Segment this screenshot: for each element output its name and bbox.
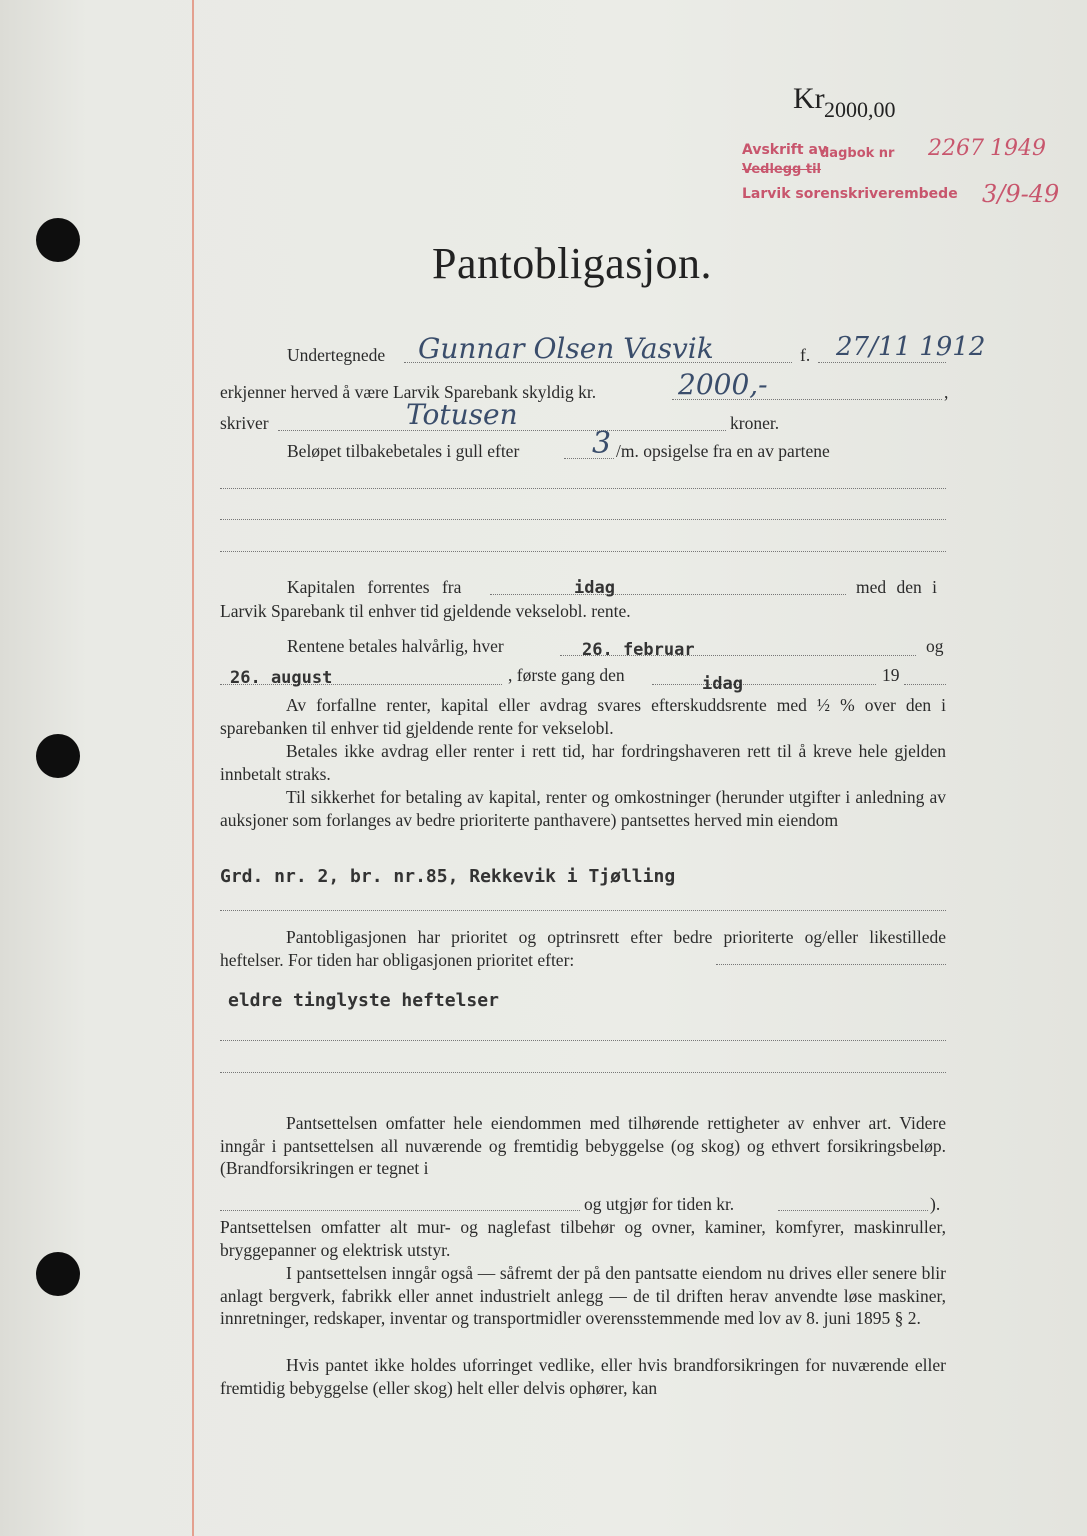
insurance-close: ).: [930, 1194, 941, 1214]
year-dotted-line: [904, 684, 946, 685]
clause-acceleration: [220, 740, 946, 785]
repayment-text: Beløpet tilbakebetales i gull efter: [287, 441, 520, 461]
first-time-dotted-line: [652, 684, 876, 685]
debt-amount: 2000,-: [678, 368, 768, 401]
kr-amount: 2000,00: [824, 97, 896, 122]
debtor-name: Gunnar Olsen Vasvik: [418, 332, 714, 365]
interest-from-dotted-line: [490, 594, 846, 595]
interest-dates-label: Rentene betales halvårlig, hver: [287, 636, 504, 656]
margin-rule: [192, 0, 194, 1536]
blank-line: [220, 1040, 946, 1041]
birth-date: 27/11 1912: [836, 332, 986, 362]
clause-fixtures: [220, 1216, 946, 1261]
clause-late-interest: [220, 694, 946, 739]
year-prefix: 19: [882, 665, 900, 685]
punch-hole: [36, 734, 80, 778]
stamp-attachment-label: Vedlegg til: [742, 162, 822, 177]
in-words-label: skriver: [220, 413, 269, 433]
punch-hole: [36, 218, 80, 262]
document-title: Pantobligasjon.: [432, 239, 713, 288]
stamp-year: 1949: [990, 136, 1046, 161]
stamp-copy-label: Avskrift av: [742, 142, 828, 158]
priority-value: eldre tinglyste heftelser: [228, 990, 499, 1011]
birth-dotted-line: [818, 362, 946, 363]
punch-hole: [36, 1252, 80, 1296]
interest-from-label: Kapitalen forrentes fra: [287, 577, 462, 597]
stamp-date: 3/9-49: [982, 180, 1060, 208]
stamp-office: Larvik sorenskriverembede: [742, 186, 958, 202]
blank-line: [220, 910, 946, 911]
priority-dotted-line: [716, 964, 946, 965]
blank-line: [220, 1072, 946, 1073]
interest-from-value: idag: [574, 578, 615, 598]
clause-text: Betales ikke avdrag eller renter i rett tid, har fordringshaveren rett til å kreve hele gjelden innbetalt straks.: [220, 741, 946, 784]
undertegnede-label: Undertegnede: [287, 345, 386, 365]
interest-date-1: 26. februar: [582, 640, 695, 660]
kroner-label: kroner.: [730, 413, 780, 433]
clause-text: Til sikkerhet for betaling av kapital, renter og omkostninger (herunder utgifter i anledning av auksjoner som forlanges av bedre prioriterte panthavere) pantsettes herved min eiendom: [220, 787, 946, 830]
blank-line: [220, 519, 946, 520]
first-time-value: idag: [702, 674, 743, 694]
clause-text: I pantsettelsen inngår også — såfremt der på den pantsatte eiendom nu drives eller senere blir anlagt bergverk, fabrikk eller annet industrielt anlegg — de til driften herav anvendte løse maskiner, innretninger, redskaper, inventar og transportmidler overensstemmende med lov av 8. juni 1895 § 2.: [220, 1263, 946, 1329]
stamp-journal-number: 2267: [928, 136, 984, 161]
comma: ,: [944, 382, 949, 402]
clause-text: Hvis pantet ikke holdes uforringet vedlike, eller hvis brandforsikringen for nuværende eller fremtidig bebyggelse (eller skog) helt eller delvis ophører, kan: [220, 1355, 946, 1398]
property-description: Grd. nr. 2, br. nr.85, Rekkevik i Tjølling: [220, 866, 676, 887]
interest-rate-text: Larvik Sparebank til enhver tid gjeldende vekselobl. rente.: [220, 601, 631, 621]
clause-text: Pantsettelsen omfatter hele eiendommen med tilhørende rettigheter av enhver art. Videre inngår i pantsettelsen all nuværende og fremtidig bebyggelse (og skog) og ethvert forsikringsbeløp. (Brandforsikringen er tegnet i: [220, 1113, 946, 1179]
insurance-amount-dotted-line: [778, 1210, 928, 1211]
and-label: og: [926, 636, 944, 656]
born-label: f.: [800, 345, 811, 365]
blank-line: [220, 488, 946, 489]
first-time-label: , første gang den: [508, 665, 625, 685]
clause-industrial: [220, 1262, 946, 1330]
blank-line: [220, 551, 946, 552]
clause-security: [220, 786, 946, 831]
notice-months: 3: [592, 426, 612, 461]
clause-text: Av forfallne renter, kapital eller avdrag svares efterskuddsrente med ½ % over den i sparebanken til enhver tid gjeldende rente for vekselobl.: [220, 695, 946, 738]
clause-maintenance: [220, 1354, 946, 1399]
interest-date-2: 26. august: [230, 668, 333, 688]
kr-label: Kr: [793, 82, 825, 115]
interest-from-tail: med den i: [856, 577, 938, 597]
insurance-amount-text: og utgjør for tiden kr.: [584, 1194, 735, 1214]
clause-text: Pantobligasjonen har prioritet og optrinsrett efter bedre prioriterte og/eller likestillede heftelser. For tiden har obligasjonen prioritet efter:: [220, 927, 946, 970]
amount-in-words: Totusen: [406, 398, 518, 431]
stamp-journal-label: dagbok nr: [820, 146, 895, 161]
clause-text: Pantsettelsen omfatter alt mur- og naglefast tilbehør og ovner, kaminer, komfyrer, maskinruller, bryggepanner og elektrisk utstyr.: [220, 1217, 946, 1260]
notice-text: /m. opsigelse fra en av partene: [616, 441, 830, 461]
acknowledge-text: erkjenner herved å være Larvik Sparebank skyldig kr.: [220, 382, 597, 402]
clause-scope: [220, 1112, 946, 1180]
insurance-dotted-line: [220, 1210, 580, 1211]
